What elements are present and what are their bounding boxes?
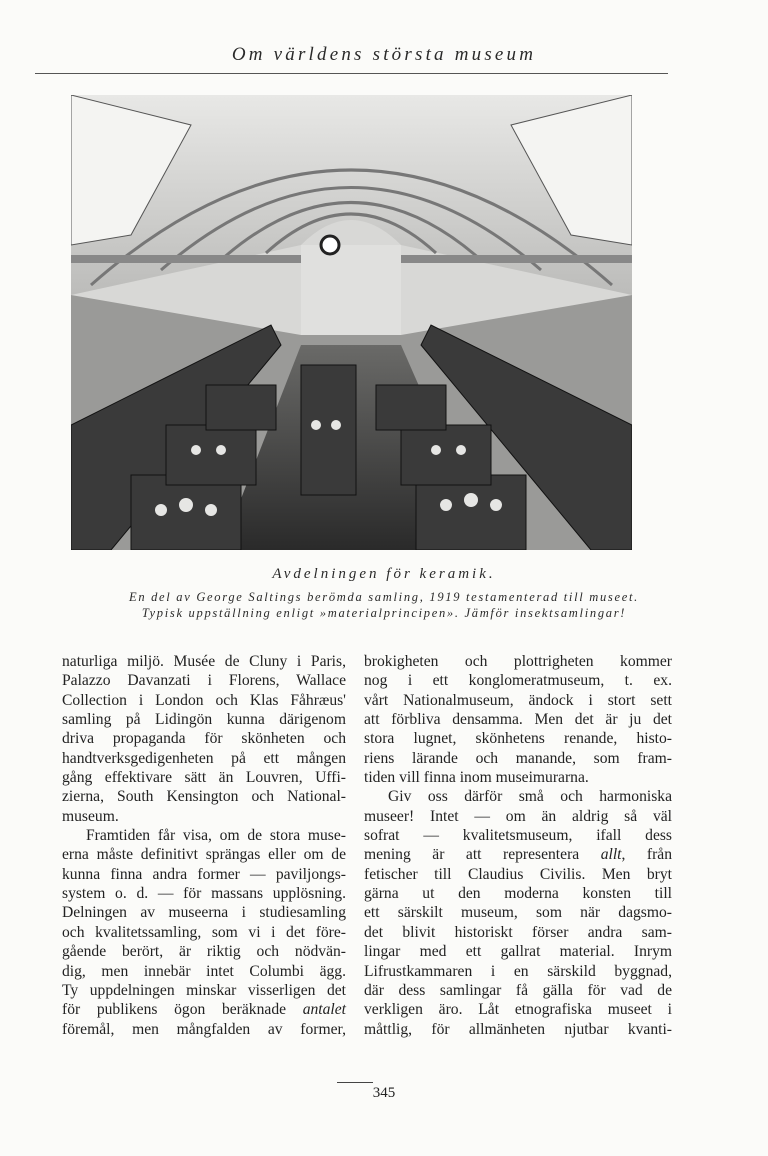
text-line: zierna, South Kensington och National- (62, 788, 346, 806)
text-line: lingar med ett gallrat material. Inrym (364, 943, 672, 961)
text-line: stora lugnet, skönhetens renande, histo- (364, 730, 672, 748)
text-line: gående berört, är riktig och nödvän- (62, 943, 346, 961)
text-line: ett särskilt museum, som när dagsmo- (364, 904, 672, 922)
running-head: Om världens största museum (231, 44, 537, 65)
text-line: det blivit historiskt förser andra sam- (364, 923, 672, 941)
text-line: gärna ut den moderna konsten till (364, 885, 672, 903)
text-line: verkligen äro. Låt etnografiska museet i (364, 1001, 672, 1019)
text-line: dig, men innebär intet Columbi ägg. (62, 962, 346, 980)
text-line: för publikens ögon beräknade antalet (62, 1001, 346, 1019)
text-line: sofrat — kvalitetsmuseum, ifall dess (364, 827, 672, 845)
text-line: måttlig, för allmänheten njutbar kvanti- (364, 1020, 672, 1038)
text-line: Ty uppdelningen minskar visserligen det (62, 981, 346, 999)
text-line: fetischer till Claudius Civilis. Men bryt (364, 865, 672, 883)
header-rule (35, 73, 668, 74)
text-line: Framtiden får visa, om de stora muse- (86, 827, 346, 845)
text-line: kunna finna andra former — paviljongs- (62, 865, 346, 883)
text-line: handtverksgedigenheten på ett mången (62, 749, 346, 767)
text-line: naturliga miljö. Musée de Cluny i Paris, (62, 653, 346, 670)
text-line: tiden vill finna inom museimurarna. (364, 769, 589, 787)
text-line: mening är att representera allt, från (364, 846, 672, 864)
text-line: Palazzo Davanzati i Florens, Wallace (62, 672, 346, 690)
text-line: museum. (62, 807, 119, 825)
text-line: nog i ett konglomeratmuseum, t. ex. (364, 672, 672, 690)
text-line: vårt Nationalmuseum, ändock i stort sett (364, 691, 672, 709)
right-text-column (364, 652, 672, 1039)
text-line: Giv oss därför små och harmoniska (388, 788, 672, 806)
text-line: där dess samlingar få gälla för vad de (364, 981, 672, 999)
text-line: samling på Lidingön kunna därigenom (62, 711, 346, 729)
page-number-rule (337, 1082, 373, 1083)
text-line: Delningen av museerna i studiesamling (62, 904, 346, 922)
text-line: erna måste definitivt sprängas eller om de (62, 846, 346, 864)
text-line: museer! Intet — om än aldrig så väl (364, 807, 672, 825)
photo-ceramics-gallery (71, 95, 632, 550)
text-line: gång effektivare sätt än Louvren, Uffi- (62, 769, 346, 787)
figure-caption-line: En del av George Saltings berömda samling, 1919 testamenterad till museet. (128, 590, 639, 604)
text-line: driva propaganda för skönheten och (62, 730, 346, 748)
figure-title: Avdelningen för keramik. (272, 566, 496, 582)
figure-caption-line: Typisk uppställning enligt »materialprincipen». Jämför insektsamlingar! (141, 606, 627, 620)
text-line: Lifrustkammaren i en särskild byggnad, (364, 962, 672, 980)
text-line: brokigheten och plottrigheten kommer (364, 653, 672, 670)
text-line: riens lärande och manande, som fram- (364, 749, 672, 767)
left-text-column (62, 652, 346, 1039)
page-number: 345 (372, 1085, 396, 1101)
text-line: föremål, men mångfalden av former, (62, 1020, 346, 1038)
text-line: system o. d. — för massans upplösning. (62, 885, 346, 903)
text-line: och kvalitetssamling, som vi i det före- (62, 923, 346, 941)
text-line: att förbliva densamma. Men det är ju det (364, 711, 672, 729)
text-line: Collection i London och Klas Fåhræus' (62, 691, 346, 709)
